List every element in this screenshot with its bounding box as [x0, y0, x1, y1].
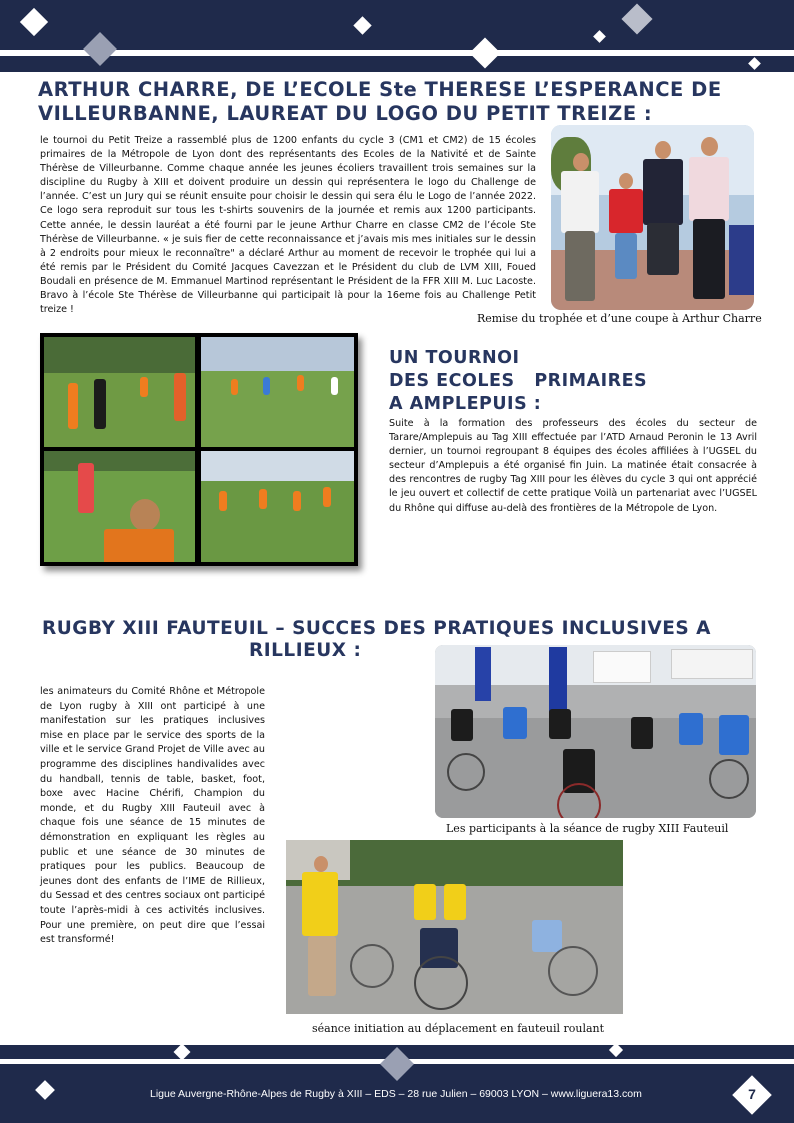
participant [631, 717, 653, 749]
collage-photo-2 [201, 337, 354, 447]
article2-title-line3: A AMPLEPUIS : [389, 394, 542, 414]
article1-body: le tournoi du Petit Treize a rassemblé plus de 1200 enfants du cycle 3 (CM1 et CM2) de 15 écoles primaires de la Métropole de Lyon dont des représentants des Ecoles de la Nativité et de Sainte Thérèse de Villeurbanne. Comme chaque année les jeunes écoliers travaillent trois semaines sur la discipline du Rugby à XIII et doivent produire un dessin qui représentera le logo du Challenge de l’année. C’est un Jury qui se réunit ensuite pour choisir le dessin qui sera élu le Logo de l’année 2022. Ce logo sera reproduit sur tous les t-shirts souvenirs de la journée et remis aux 1200 participants. Cette année, le dessin lauréat a été fourni par le jeune Arthur Charre en classe CM2 de l’école Ste Thérèse de Villeurbanne. « je suis fier de cette reconnaissance et j’avais mis mes initiales sur le dessin à 2 endroits pour mieux le reconnaître" a déclaré Arthur au moment de recevoir le trophée qui lui a été remis par le Président du Comité Jacques Cavezzan et le Président du club de LVM XIII, Foued Boudali en présence de M. Emmanuel Martinod représentant le Président de la FFR XIII M. Luc Lacoste. Bravo à l’école Ste Thérèse de Villeurbanne qui participait là pour la 16eme fois au Challenge Petit treize ! [40, 135, 536, 316]
wheelchair-wheel [447, 753, 485, 791]
collage-player [293, 491, 301, 511]
wheelchair-wheel [414, 956, 468, 1010]
article1-caption: Remise du trophée et d’une coupe à Arthur Charre [477, 312, 762, 325]
person3-body [689, 157, 729, 221]
wheelchair-wheel [709, 759, 749, 799]
collage-player [331, 377, 338, 395]
article3-title-line2: RILLIEUX : [249, 640, 362, 661]
collage-player [140, 377, 148, 397]
person2-head [655, 141, 671, 159]
collage-sky-2 [201, 337, 354, 371]
person2-body [643, 159, 683, 225]
collage-photo-3 [44, 451, 195, 562]
collage-player [174, 373, 186, 421]
participant [414, 884, 436, 920]
participant [444, 884, 466, 920]
article2-title-line2: DES ECOLES PRIMAIRES [389, 371, 648, 391]
collage-player [263, 377, 270, 395]
collage-sky-3 [44, 451, 195, 471]
person3-legs [693, 219, 725, 299]
wheelchair-photo-2 [286, 840, 623, 1014]
person1-body [561, 171, 599, 233]
collage-player [94, 379, 106, 429]
collage-player [297, 375, 304, 391]
collage-photo-1 [44, 337, 195, 447]
child-head [619, 173, 633, 189]
article2-title-line1: UN TOURNOI [389, 348, 520, 368]
header-band-lower [0, 56, 794, 72]
page-number: 7 [748, 1086, 756, 1102]
photo-tent [593, 651, 651, 683]
participant [719, 715, 749, 755]
photo-flag [475, 647, 491, 701]
article1-title-line1: ARTHUR CHARRE, DE L’ECOLE Ste THERESE L’ESPERANCE DE [38, 78, 722, 101]
coach-head [314, 856, 328, 872]
child-legs [615, 233, 637, 279]
child-body [609, 189, 643, 233]
wheelchair-wheel [350, 944, 394, 988]
participant [679, 713, 703, 745]
photo-tent [671, 649, 753, 679]
collage-child-body [104, 529, 174, 562]
coach-legs [308, 936, 336, 996]
footer-text: Ligue Auvergne-Rhône-Alpes de Rugby à XIII – EDS – 28 rue Julien – 69003 LYON – www.liguera13.com [150, 1088, 642, 1100]
collage-player [78, 463, 94, 513]
person1-head [573, 153, 589, 171]
trophy-photo [551, 125, 754, 310]
photo-banner [729, 225, 754, 295]
person3-head [701, 137, 718, 156]
wheelchair-wheel [548, 946, 598, 996]
collage-player [323, 487, 331, 507]
article3-caption2: séance initiation au déplacement en fauteuil roulant [312, 1022, 605, 1035]
collage-photo-4 [201, 451, 354, 562]
collage-player [259, 489, 267, 509]
tournament-photo-collage [40, 333, 358, 566]
participant [549, 709, 571, 739]
participant [451, 709, 473, 741]
article3-body: les animateurs du Comité Rhône et Métropole de Lyon rugby à XIII ont participé à une manifestation sur les pratiques inclusives mise en place par le service des sports de la ville et le service Grand Projet de Ville avec au programme des disciplines handivalides avec du handball, tennis de table, basket, foot, boxe avec Hacine Chérifi, Champion du monde, et du Rugby XIII Fauteuil avec à chaque fois une séance de 15 minutes de démonstration en expliquant les règles au public et une séance de 30 minutes de pratiques pour les publics. Beaucoup de jeunes dont des enfants de l’IME de Rillieux, du Sessad et des centres sociaux ont participé toute l’après-midi à ces activités inclusives. Pour une première, on peut dire que l’essai est transformé! [40, 686, 265, 946]
header-band [0, 0, 794, 50]
collage-player [231, 379, 238, 395]
article2-body: Suite à la formation des professeurs des écoles du secteur de Tarare/Amplepuis au Tag XIII effectuée par l’ATD Arnaud Peronin le 13 Avril dernier, un tournoi regroupant 8 équipes des écoles affiliées à l’UGSEL du secteur d’Amplepuis a été organisé fin Juin. La matinée était consacrée à des rencontres de rugby Tag XIII pour les élèves du cycle 3 qui ont apprécié le jeu ouvert et collectif de cette pratique Voilà un partenariat avec l’UGSEL du Rhône qui diffuse au-delà des frontières de la Métropole de Lyon. [389, 418, 757, 514]
coach-body [302, 872, 338, 936]
article3-title-line1: RUGBY XIII FAUTEUIL – SUCCES DES PRATIQUES INCLUSIVES A [42, 618, 711, 639]
article1-title-line2: VILLEURBANNE, LAUREAT DU LOGO DU PETIT TREIZE : [38, 102, 653, 125]
collage-player [68, 383, 78, 429]
collage-sky-4 [201, 451, 354, 481]
article3-caption1: Les participants à la séance de rugby XIII Fauteuil [446, 822, 729, 835]
participant [503, 707, 527, 739]
collage-sky-1 [44, 337, 195, 373]
person2-legs [647, 223, 679, 275]
collage-child-head [130, 499, 160, 531]
participant [532, 920, 562, 952]
collage-player [219, 491, 227, 511]
person1-legs [565, 231, 595, 301]
photo-flag [549, 647, 567, 717]
wheelchair-photo-1 [435, 645, 756, 818]
